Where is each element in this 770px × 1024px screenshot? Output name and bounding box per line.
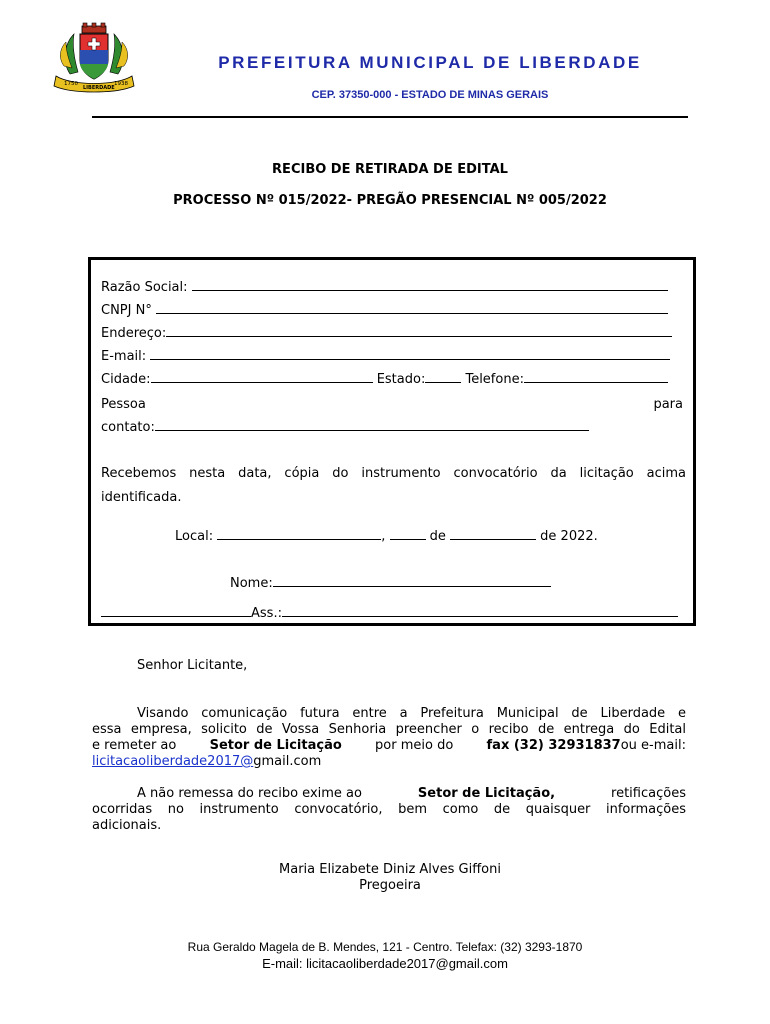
email-link[interactable]: licitacaoliberdade2017@	[92, 754, 254, 769]
letter-p2-line-2: ocorridas no instrumento convocatório, bem como de quaisquer informações	[92, 802, 686, 817]
letter-p2-line-3: adicionais.	[92, 818, 162, 833]
receipt-text-line-2: identificada.	[101, 490, 182, 505]
ass-blank[interactable]	[282, 606, 678, 617]
p1-setor-bold: Setor de Licitação	[209, 738, 342, 753]
letter-p1-line-3	[92, 738, 686, 754]
header-divider	[92, 116, 688, 118]
footer-email: E-mail: licitacaoliberdade2017@gmail.com	[262, 956, 508, 971]
p2-text-a: A não remessa do recibo exime ao	[137, 786, 362, 801]
contato-blank[interactable]	[155, 420, 589, 431]
organization-subtitle: CEP. 37350-000 - ESTADO DE MINAS GERAIS	[311, 89, 549, 101]
receipt-text-line-1: Recebemos nesta data, cópia do instrumento convocatório da licitação acima	[101, 466, 686, 481]
field-email[interactable]	[101, 349, 670, 364]
field-endereco[interactable]	[101, 326, 672, 341]
organization-name: PREFEITURA MUNICIPAL DE LIBERDADE	[218, 53, 642, 72]
pessoa-label: Pessoa	[101, 397, 146, 412]
razao-social-blank[interactable]	[192, 280, 668, 291]
document-title: RECIBO DE RETIRADA DE EDITAL	[272, 162, 508, 177]
cnpj-label: CNPJ N°	[101, 303, 152, 318]
p2-setor-bold: Setor de Licitação,	[417, 786, 556, 801]
p1-fax-bold: fax (32) 32931837	[486, 738, 621, 753]
ribbon-left-text: 1750	[64, 81, 78, 87]
letter-p1-line-1: Visando comunicação futura entre a Prefeitura Municipal de Liberdade e	[137, 706, 686, 721]
p2-text-c: retificações	[611, 786, 686, 801]
ribbon-right-text: 1938	[114, 81, 128, 87]
ass-left-blank	[101, 606, 251, 617]
email-label: E-mail:	[101, 349, 147, 364]
cidade-label: Cidade:	[101, 372, 151, 387]
year-text: de 2022.	[540, 529, 598, 544]
local-label: Local:	[175, 529, 214, 544]
nome-blank[interactable]	[273, 576, 551, 587]
endereco-label: Endereço:	[101, 326, 167, 341]
de-text: de	[429, 529, 446, 544]
receipt-form-box	[88, 257, 696, 626]
email-domain: gmail.com	[253, 754, 322, 769]
coat-of-arms-icon	[52, 22, 136, 94]
nome-label: Nome:	[230, 576, 273, 591]
letter-greeting: Senhor Licitante,	[137, 658, 248, 673]
p1-text-e: ou e-mail:	[620, 738, 686, 753]
razao-social-label: Razão Social:	[101, 280, 188, 295]
estado-blank[interactable]	[425, 372, 461, 383]
field-contato[interactable]	[101, 420, 589, 435]
letter-p2-line-1	[137, 786, 686, 802]
p1-text-a: e remeter ao	[92, 738, 177, 753]
field-cnpj[interactable]	[101, 303, 668, 318]
telefone-blank[interactable]	[524, 372, 668, 383]
footer-address: Rua Geraldo Magela de B. Mendes, 121 - Centro. Telefax: (32) 3293-1870	[187, 940, 583, 954]
comma-text: ,	[381, 529, 386, 544]
letter-p1-line-4	[92, 754, 321, 770]
ass-label: Ass.:	[251, 606, 282, 621]
field-razao-social[interactable]	[101, 280, 668, 295]
cnpj-blank[interactable]	[156, 303, 668, 314]
p1-text-c: por meio do	[375, 738, 454, 753]
process-number: PROCESSO Nº 015/2022- PREGÃO PRESENCIAL Nº 005/2022	[173, 193, 607, 208]
signer-role: Pregoeira	[359, 878, 421, 893]
local-blank[interactable]	[217, 529, 381, 540]
letter-p1-line-2: essa empresa, solicito de Vossa Senhoria preencher o recibo de entrega do Edital	[92, 722, 686, 737]
field-cidade-estado-telefone[interactable]	[101, 372, 668, 387]
estado-label: Estado:	[376, 372, 426, 387]
cidade-blank[interactable]	[151, 372, 373, 383]
endereco-blank[interactable]	[166, 326, 672, 337]
telefone-label: Telefone:	[465, 372, 524, 387]
email-blank[interactable]	[150, 349, 670, 360]
contato-label: contato:	[101, 420, 155, 435]
field-local-date[interactable]	[175, 529, 598, 544]
ribbon-center-text: LIBERDADE	[83, 85, 115, 91]
day-blank[interactable]	[390, 529, 426, 540]
field-ass[interactable]	[101, 606, 678, 621]
month-blank[interactable]	[450, 529, 536, 540]
field-nome[interactable]	[230, 576, 551, 591]
para-label: para	[653, 397, 683, 412]
signer-name: Maria Elizabete Diniz Alves Giffoni	[279, 862, 501, 877]
